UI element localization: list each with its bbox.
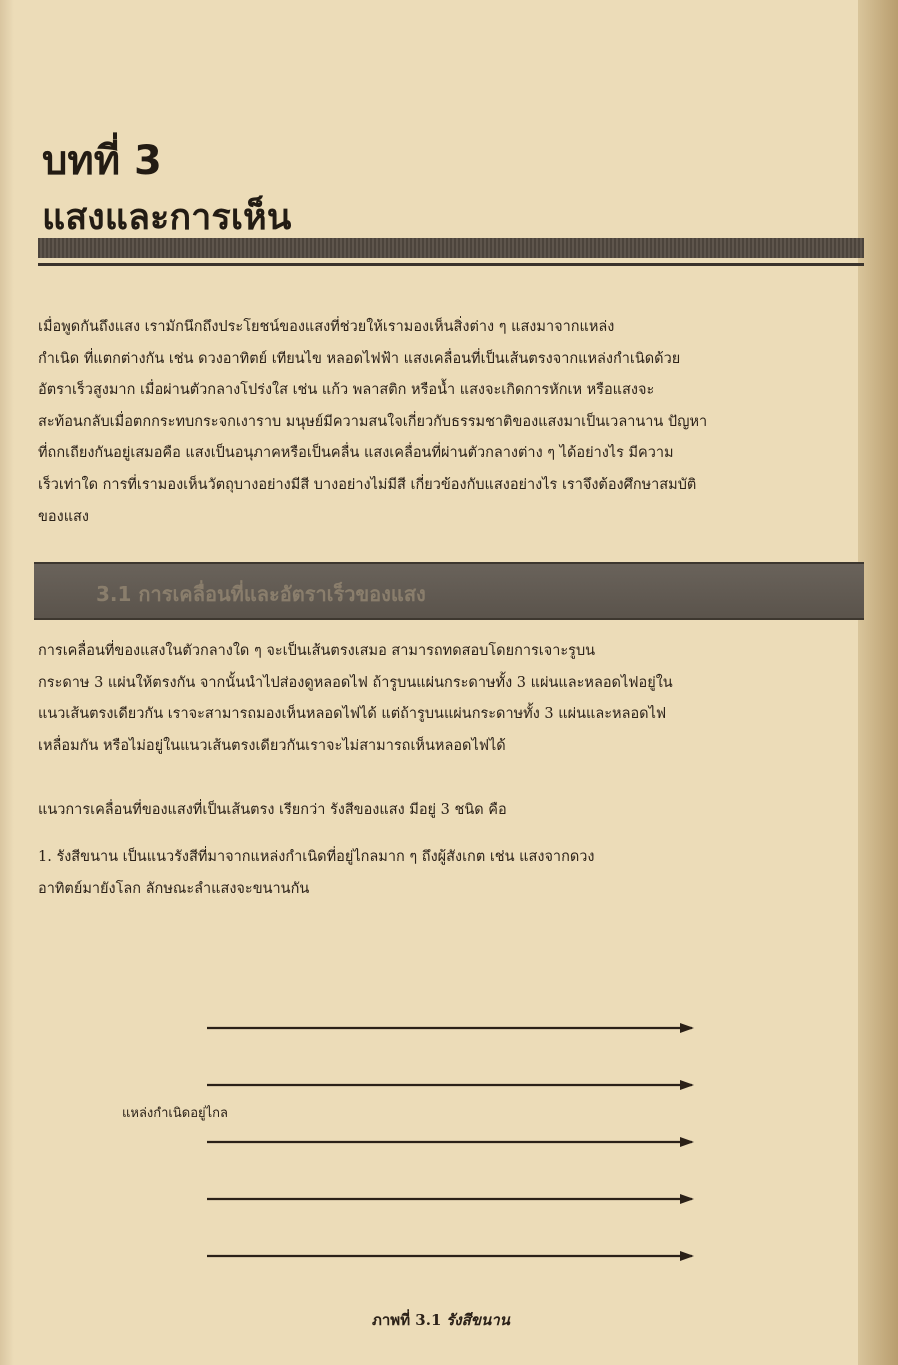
section-title: 3.1 การเคลื่อนที่และอัตราเร็วของแสง — [96, 582, 426, 606]
intro-paragraph: เมื่อพูดกันถึงแสง เรามักนึกถึงประโยชน์ของแสงที่ช่วยให้เรามองเห็นสิ่งต่าง ๆ แสงมาจากแหล่ง กำเนิด ที่แตกต่างกัน เช่น ดวงอาทิตย์ เทียนไข หลอดไฟฟ้า แสงเคลื่อนที่เป็นเส้นตรงจากแหล่งกำเนิดด้วย อัตราเร็วสูงมาก เมื่อผ่านตัวกลางโปร่งใส เช่น แก้ว พลาสติก หรือน้ำ แสงจะเกิดการหักเห หรือแสงจะ สะท้อนกลับเมื่อตกกระทบกระจกเงาราบ มนุษย์มีความสนใจเกี่ยวกับธรรมชาติของแสงมาเป็นเวลานาน ปัญหา ที่ถกเถียงกันอยู่เสมอคือ แสงเป็นอนุภาคหรือเป็นคลื่น แสงเคลื่อนที่ผ่านตัวกลางต่าง ๆ ได้อย่างไร มีความ เร็วเท่าใด การที่เรามองเห็นวัตถุบางอย่างมีสี บางอย่างไม่มีสี เกี่ยวข้องกับแสงอย่างไร เราจึงต้องศึกษาสมบัติ ของแสง — [38, 319, 708, 525]
source-label: แหล่งกำเนิดอยู่ไกล — [122, 1106, 229, 1121]
page-shadow — [0, 0, 14, 1365]
chapter-number: บทที่ 3 — [42, 138, 162, 184]
title-rule-thick — [38, 238, 864, 258]
chapter-title: แสงและการเห็น — [42, 197, 292, 238]
section-paragraph-1: การเคลื่อนที่ของแสงในตัวกลางใด ๆ จะเป็นเส้นตรงเสมอ สามารถทดสอบโดยการเจาะรูบน กระดาษ 3 แผ่นให้ตรงกัน จากนั้นนำไปส่องดูหลอดไฟ ถ้ารูบนแผ่นกระดาษทั้ง 3 แผ่นและหลอดไฟอยู่ใน แนวเส้นตรงเดียวกัน เราจะสามารถมองเห็นหลอดไฟได้ แต่ถ้ารูบนแผ่นกระดาษทั้ง 3 แผ่นและหลอดไฟ เหลื่อมกัน หรือไม่อยู่ในแนวเส้นตรงเดียวกันเราจะไม่สามารถเห็นหลอดไฟได้ — [38, 643, 673, 754]
list-item-parallel-rays: 1. รังสีขนาน เป็นแนวรังสีที่มาจากแหล่งกำเนิดที่อยู่ไกลมาก ๆ ถึงผู้สังเกต เช่น แสงจากดวง อาทิตย์มายังโลก ลักษณะลำแสงจะขนานกัน — [38, 849, 595, 897]
figure-caption — [372, 1308, 510, 1332]
section-paragraph-2: แนวการเคลื่อนที่ของแสงที่เป็นเส้นตรง เรียกว่า รังสีของแสง มีอยู่ 3 ชนิด คือ — [38, 802, 507, 818]
page-edge — [858, 0, 898, 1365]
caption-label: ภาพที่ 3.1 — [372, 1311, 442, 1329]
title-rule-thin — [38, 263, 864, 266]
caption-title: รังสีขนาน — [446, 1311, 510, 1329]
